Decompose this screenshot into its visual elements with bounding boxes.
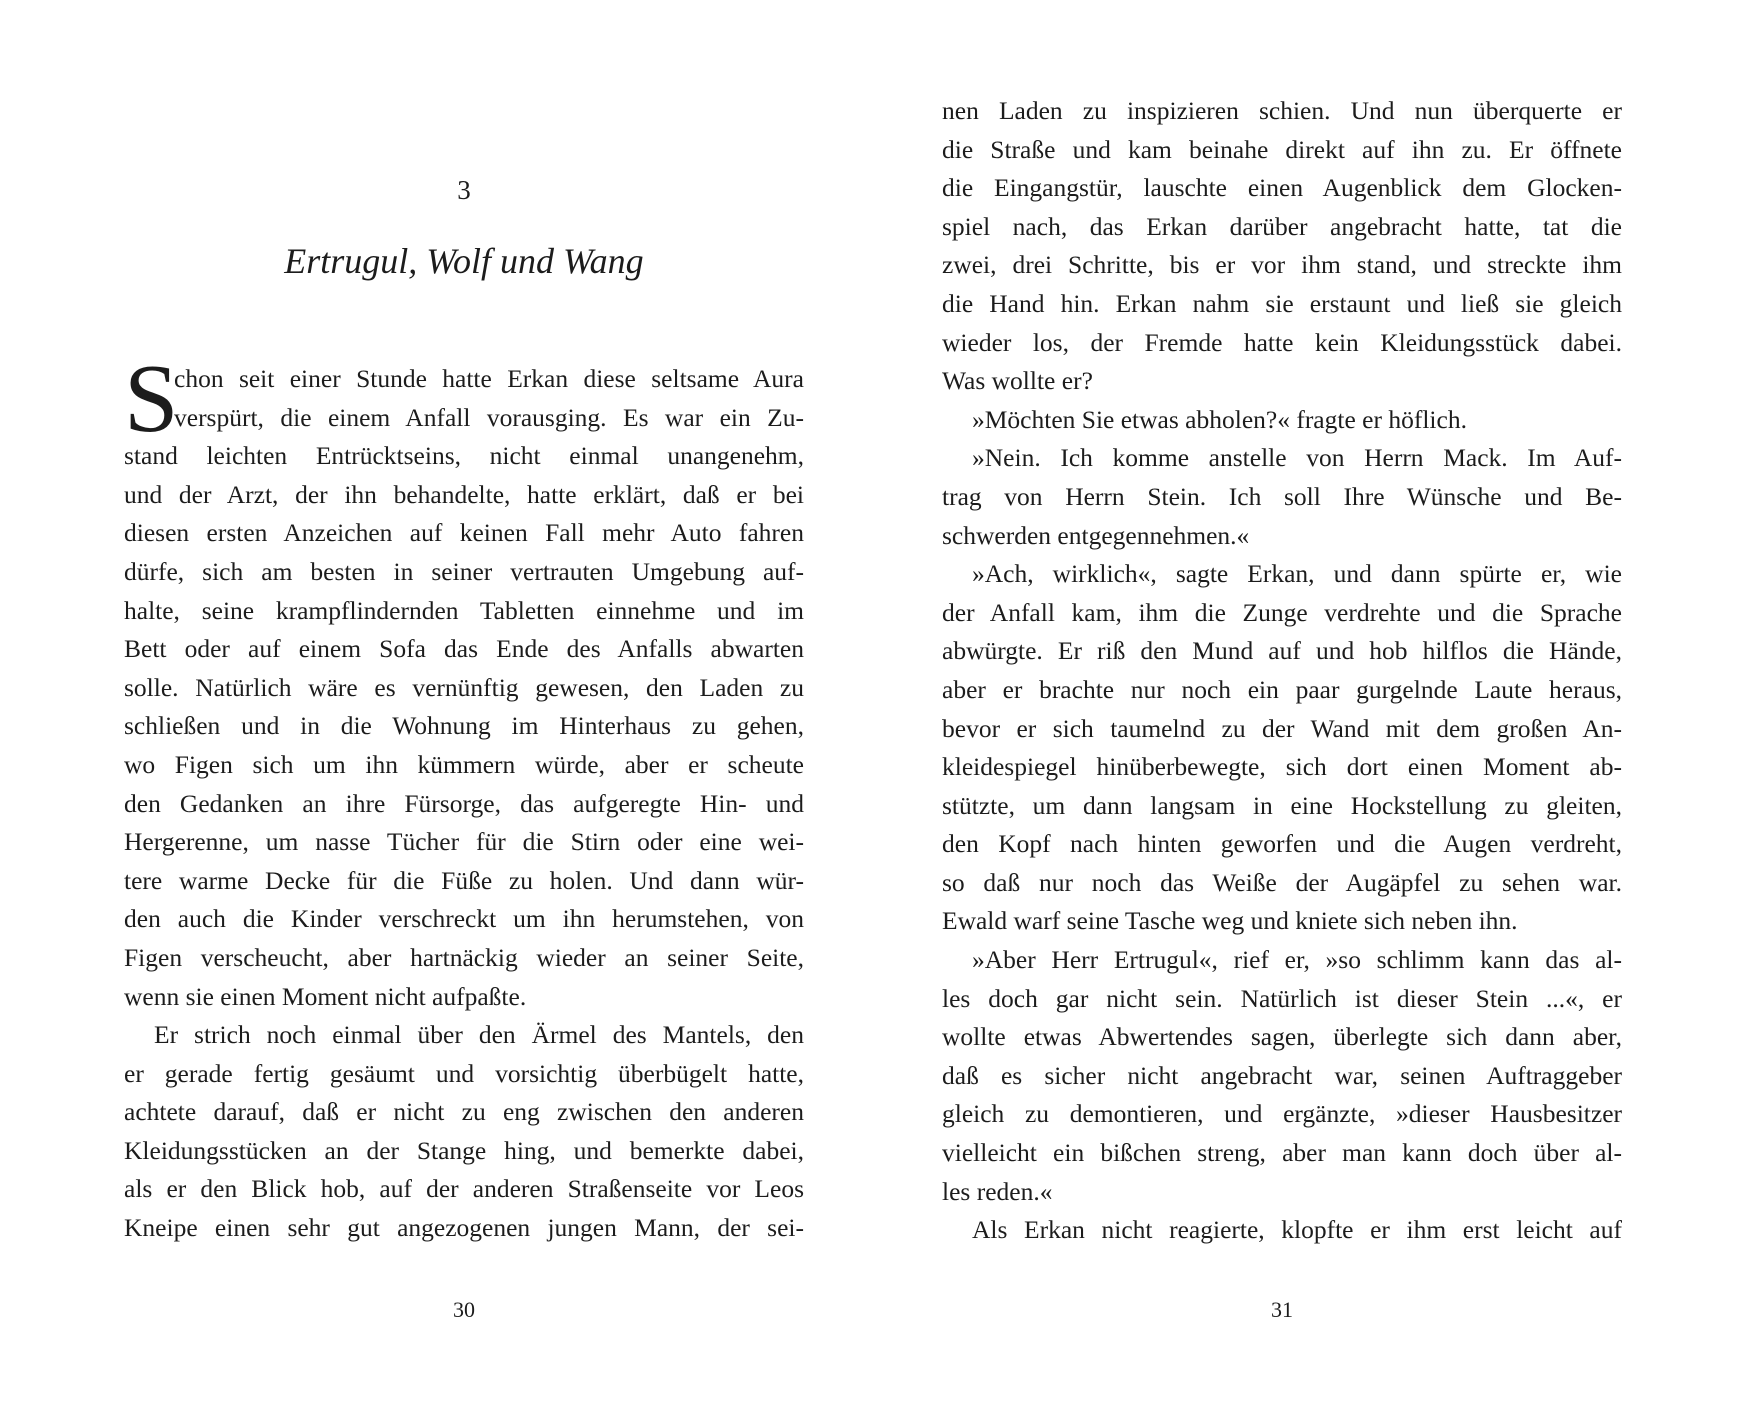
text-line: wo Figen sich um ihn kümmern würde, aber er scheute <box>124 749 804 779</box>
text-line: Kleidungsstücken an der Stange hing, und bemerkte dabei, <box>124 1135 804 1165</box>
text-line: »Möchten Sie etwas abholen?« fragte er höflich. <box>972 404 1467 434</box>
text-line: Kneipe einen sehr gut angezogenen jungen Mann, der sei- <box>124 1213 804 1243</box>
chapter-title: Ertrugul, Wolf und Wang <box>284 241 644 281</box>
text-line: Er strich noch einmal über den Ärmel des Mantels, den <box>154 1020 804 1050</box>
text-line: diesen ersten Anzeichen auf keinen Fall mehr Auto fahren <box>124 518 804 548</box>
text-line: Als Erkan nicht reagierte, klopfte er ihm erst leicht auf <box>972 1215 1622 1245</box>
text-line: stand leichten Entrücktseins, nicht einmal unangenehm, <box>124 441 804 471</box>
text-line: gleich zu demontieren, und ergänzte, »dieser Hausbesitzer <box>942 1099 1622 1129</box>
page-number: 31 <box>1271 1297 1293 1322</box>
text-line: wieder los, der Fremde hatte kein Kleidungsstück dabei. <box>942 327 1622 357</box>
text-line: trag von Herrn Stein. Ich soll Ihre Wünsche und Be- <box>942 481 1622 511</box>
text-line: Ewald warf seine Tasche weg und kniete sich neben ihn. <box>942 906 1518 936</box>
chapter-number: 3 <box>457 175 471 205</box>
text-line: Figen verscheucht, aber hartnäckig wieder an seiner Seite, <box>124 942 804 972</box>
text-line: verspürt, die einem Anfall vorausging. Es war ein Zu- <box>174 402 804 432</box>
text-line: den Kopf nach hinten geworfen und die Augen verdreht, <box>942 829 1622 859</box>
text-line: er gerade fertig gesäumt und vorsichtig überbügelt hatte, <box>124 1058 804 1088</box>
right-page-text <box>942 92 1622 1250</box>
text-line: »Ach, wirklich«, sagte Erkan, und dann spürte er, wie <box>972 559 1622 589</box>
text-line: Hergerenne, um nasse Tücher für die Stirn oder eine wei- <box>124 827 804 857</box>
left-page-text <box>124 345 804 1248</box>
text-line: daß es sicher nicht angebracht war, seinen Auftraggeber <box>942 1060 1622 1090</box>
text-line: kleidespiegel hinüberbewegte, sich dort einen Moment ab- <box>942 752 1622 782</box>
text-line: nen Laden zu inspizieren schien. Und nun überquerte er <box>942 96 1622 125</box>
text-line: den auch die Kinder verschreckt um ihn herumstehen, von <box>124 904 804 934</box>
text-line: die Eingangstür, lauschte einen Augenblick dem Glocken- <box>942 173 1622 203</box>
drop-cap: S <box>124 345 179 453</box>
text-line: so daß nur noch das Weiße der Augäpfel zu sehen war. <box>942 867 1622 897</box>
text-line: wollte etwas Abwertendes sagen, überlegte sich dann aber, <box>942 1022 1622 1052</box>
text-line: schwerden entgegennehmen.« <box>942 520 1250 550</box>
text-line: die Hand hin. Erkan nahm sie erstaunt und ließ sie gleich <box>942 288 1622 318</box>
text-line: »Nein. Ich komme anstelle von Herrn Mack. Im Auf- <box>972 443 1622 473</box>
text-line: Was wollte er? <box>942 366 1093 396</box>
text-line: chon seit einer Stunde hatte Erkan diese seltsame Aura <box>174 364 804 393</box>
text-line: achtete darauf, daß er nicht zu eng zwischen den anderen <box>124 1097 804 1127</box>
text-line: les reden.« <box>942 1176 1053 1206</box>
text-line: stützte, um dann langsam in eine Hockstellung zu gleiten, <box>942 790 1622 820</box>
right-page <box>870 0 1740 1415</box>
text-line: spiel nach, das Erkan darüber angebracht hatte, tat die <box>942 211 1622 241</box>
text-line: vielleicht ein bißchen streng, aber man kann doch über al- <box>942 1138 1622 1168</box>
text-line: als er den Blick hob, auf der anderen Straßenseite vor Leos <box>124 1174 804 1204</box>
text-line: »Aber Herr Ertrugul«, rief er, »so schlimm kann das al- <box>972 945 1622 975</box>
text-line: wenn sie einen Moment nicht aufpaßte. <box>124 981 527 1011</box>
text-line: halte, seine krampflindernden Tabletten einnehme und im <box>124 595 804 625</box>
text-line: Bett oder auf einem Sofa das Ende des Anfalls abwarten <box>124 634 804 664</box>
text-line: und der Arzt, der ihn behandelte, hatte erklärt, daß er bei <box>124 479 804 509</box>
text-line: dürfe, sich am besten in seiner vertrauten Umgebung auf- <box>124 556 804 586</box>
text-line: bevor er sich taumelnd zu der Wand mit dem großen An- <box>942 713 1622 743</box>
text-line: les doch gar nicht sein. Natürlich ist dieser Stein ...«, er <box>942 983 1622 1013</box>
text-line: zwei, drei Schritte, bis er vor ihm stand, und streckte ihm <box>942 250 1622 280</box>
text-line: der Anfall kam, ihm die Zunge verdrehte und die Sprache <box>942 597 1622 627</box>
text-line: den Gedanken an ihre Fürsorge, das aufgeregte Hin- und <box>124 788 804 818</box>
page-number: 30 <box>453 1297 475 1322</box>
text-line: abwürgte. Er riß den Mund auf und hob hilflos die Hände, <box>942 636 1622 666</box>
text-line: aber er brachte nur noch ein paar gurgelnde Laute heraus, <box>942 674 1622 704</box>
text-line: die Straße und kam beinahe direkt auf ihn zu. Er öffnete <box>942 134 1622 164</box>
text-line: solle. Natürlich wäre es vernünftig gewesen, den Laden zu <box>124 672 804 702</box>
text-line: tere warme Decke für die Füße zu holen. Und dann wür- <box>124 865 804 895</box>
text-line: schließen und in die Wohnung im Hinterhaus zu gehen, <box>124 711 804 741</box>
